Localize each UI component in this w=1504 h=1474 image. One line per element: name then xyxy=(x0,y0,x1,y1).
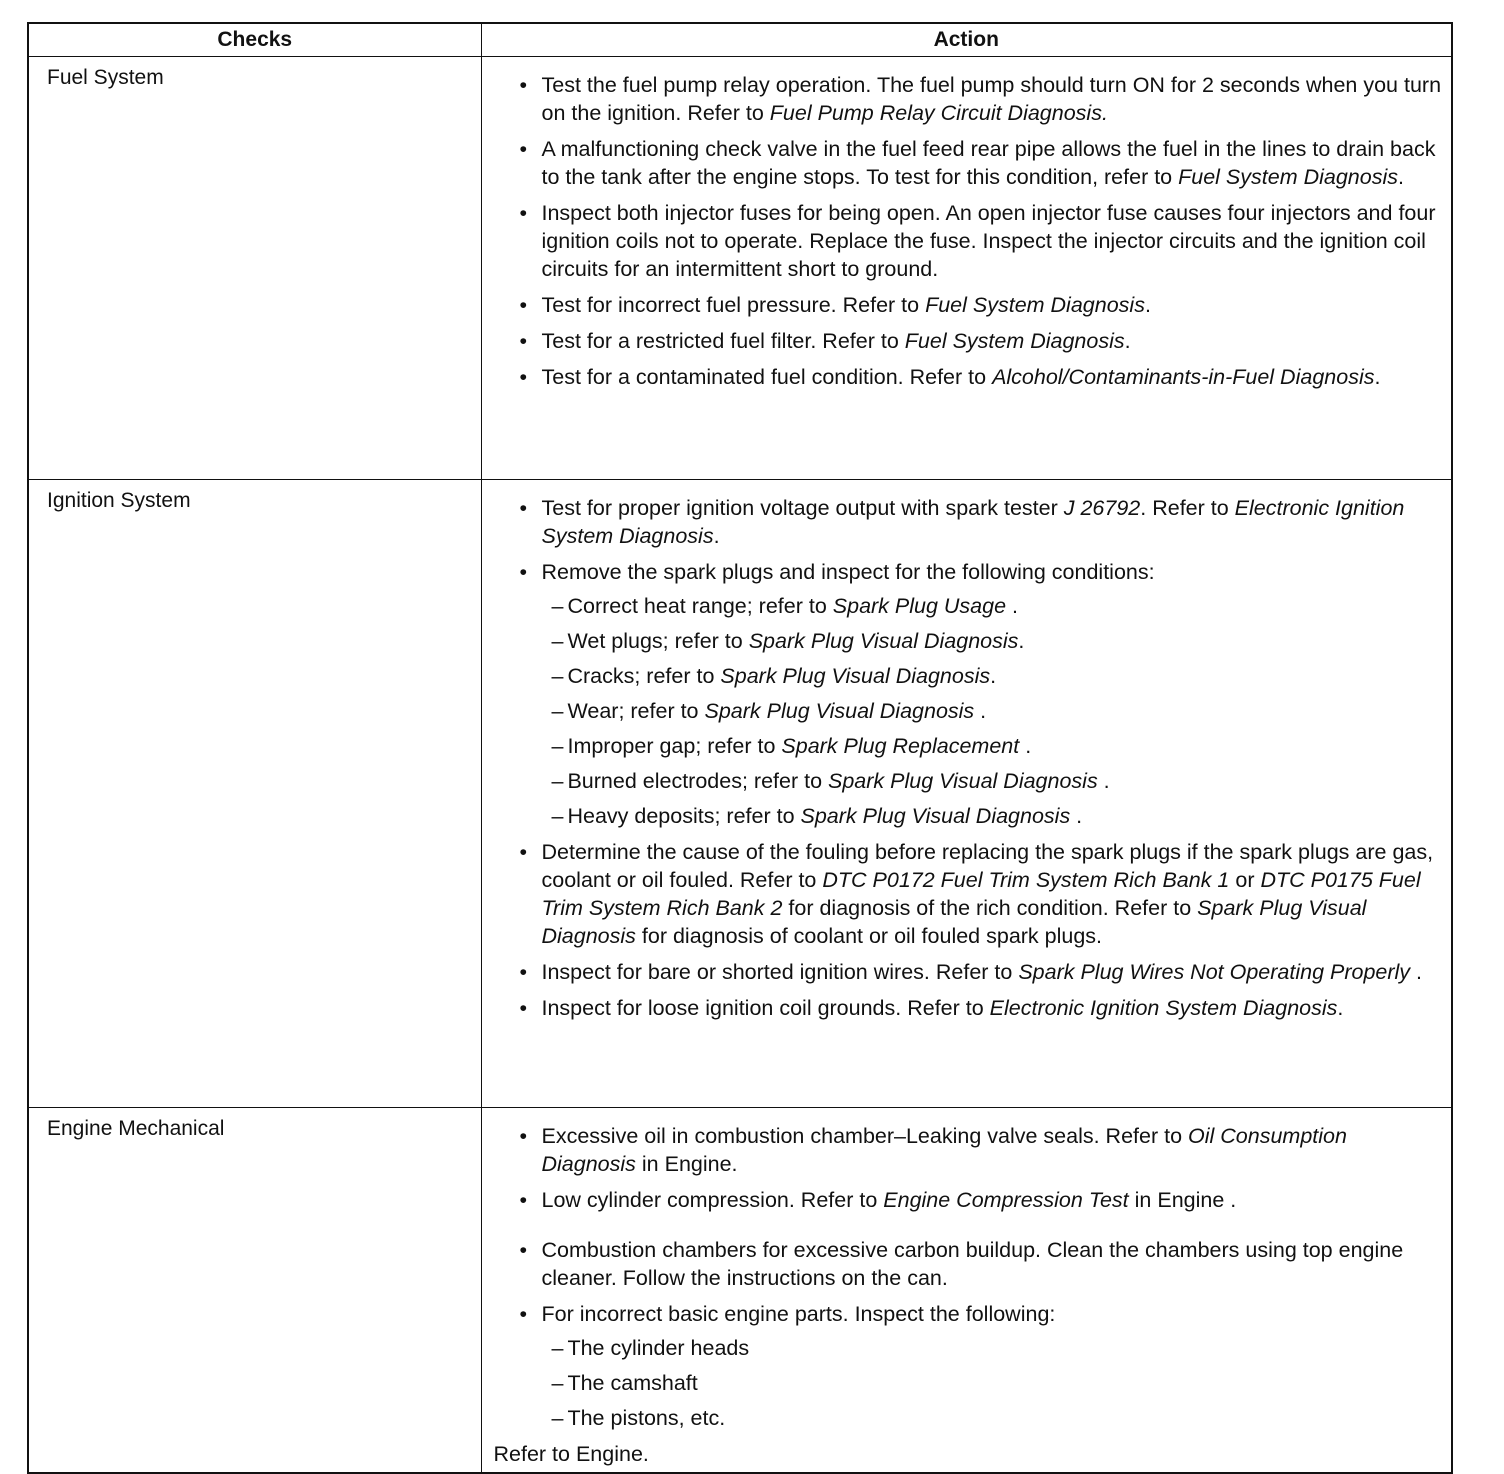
list-item xyxy=(490,994,1444,1022)
dash-marker: – xyxy=(551,594,564,618)
reference-link-text: Spark Plug Usage xyxy=(832,594,1007,618)
text-run: Excessive oil in combustion chamber–Leaking valve seals. Refer to xyxy=(541,1124,1189,1148)
action-column-header: Action xyxy=(481,23,1452,57)
text-run: in Engine. xyxy=(635,1152,738,1176)
list-item xyxy=(490,1236,1444,1292)
reference-link-text: Fuel System Diagnosis xyxy=(1178,165,1398,189)
dash-marker: – xyxy=(551,769,564,793)
action-cell-engine-mechanical xyxy=(481,1108,1452,1474)
text-run: . xyxy=(1124,329,1131,353)
sub-list-item xyxy=(542,662,1444,690)
reference-link-text: Electronic Ignition System Diagnosis xyxy=(541,496,1405,548)
reference-link-text: Spark Plug Visual Diagnosis xyxy=(720,664,991,688)
dash-marker: – xyxy=(551,1336,564,1360)
reference-link-text: Spark Plug Visual Diagnosis xyxy=(800,804,1071,828)
list-item xyxy=(490,71,1444,127)
reference-link-text: Alcohol/Contaminants-in-Fuel Diagnosis xyxy=(992,365,1375,389)
text-run: Combustion chambers for excessive carbon buildup. Clean the chambers using top engine cleaner. Follow the instructions on the can. xyxy=(541,1238,1404,1290)
checks-column-header: Checks xyxy=(28,23,481,57)
list-item xyxy=(490,958,1444,986)
list-item xyxy=(490,1300,1444,1432)
text-run: Test for proper ignition voltage output with spark tester xyxy=(541,496,1064,520)
text-run: . xyxy=(1018,629,1025,653)
sub-list xyxy=(542,592,1444,830)
reference-link-text: Spark Plug Visual Diagnosis xyxy=(541,896,1367,948)
sub-list-item xyxy=(542,1404,1444,1432)
reference-link-text: Fuel Pump Relay Circuit Diagnosis. xyxy=(769,101,1108,125)
text-run: Wet plugs; refer to xyxy=(567,629,749,653)
table-row xyxy=(28,480,1452,1108)
text-run: Inspect for bare or shorted ignition wires. Refer to xyxy=(541,960,1019,984)
text-run: for diagnosis of the rich condition. Refer to xyxy=(782,896,1198,920)
dash-marker: – xyxy=(551,664,564,688)
text-run: . xyxy=(990,664,997,688)
text-run: Remove the spark plugs and inspect for the following conditions: xyxy=(541,560,1155,584)
reference-link-text: DTC P0175 Fuel Trim System Rich Bank 2 xyxy=(541,868,1421,920)
list-item xyxy=(490,363,1444,391)
dash-marker: – xyxy=(551,804,564,828)
text-run: . xyxy=(713,524,720,548)
text-run: Test for incorrect fuel pressure. Refer to xyxy=(541,293,926,317)
text-run: . xyxy=(1374,365,1381,389)
text-run: . xyxy=(974,699,987,723)
closing-note: Refer to Engine. xyxy=(493,1442,649,1466)
text-run: Determine the cause of the fouling before replacing the spark plugs if the spark plugs are gas, coolant or oil fouled. Refer to xyxy=(541,840,1434,892)
table-row xyxy=(28,57,1452,480)
list-item xyxy=(490,291,1444,319)
reference-link-text: Electronic Ignition System Diagnosis xyxy=(989,996,1338,1020)
text-run: Low cylinder compression. Refer to xyxy=(541,1188,884,1212)
check-cell-engine-mechanical: Engine Mechanical xyxy=(28,1108,481,1474)
text-run: . xyxy=(1070,804,1083,828)
text-run: Cracks; refer to xyxy=(567,664,721,688)
text-run: Inspect for loose ignition coil grounds. Refer to xyxy=(541,996,990,1020)
reference-link-text: Spark Plug Visual Diagnosis xyxy=(828,769,1098,793)
check-cell-ignition-system: Ignition System xyxy=(28,480,481,1108)
text-run: The pistons, etc. xyxy=(567,1406,726,1430)
text-run: A malfunctioning check valve in the fuel feed rear pipe allows the fuel in the lines to drain back to the tank after the engine stops. To test for this condition, refer to xyxy=(541,137,1436,189)
reference-link-text: Spark Plug Wires Not Operating Properly xyxy=(1018,960,1411,984)
sub-list-item xyxy=(542,1369,1444,1397)
reference-link-text: Fuel System Diagnosis xyxy=(904,329,1125,353)
sub-list-item xyxy=(542,767,1444,795)
reference-link-text: Engine Compression Test xyxy=(883,1188,1129,1212)
dash-marker: – xyxy=(551,1406,564,1430)
text-run: or xyxy=(1229,868,1261,892)
text-run: . xyxy=(1410,960,1423,984)
action-cell-ignition-system xyxy=(481,480,1452,1108)
text-run: . Refer to xyxy=(1140,496,1235,520)
list-item xyxy=(490,558,1444,830)
text-run: The cylinder heads xyxy=(567,1336,750,1360)
reference-link-text: Spark Plug Visual Diagnosis xyxy=(704,699,975,723)
text-run: . xyxy=(1006,594,1019,618)
dash-marker: – xyxy=(551,1371,564,1395)
list-item xyxy=(490,199,1444,283)
text-run: The camshaft xyxy=(567,1371,698,1395)
text-run: . xyxy=(1019,734,1032,758)
action-cell-fuel-system xyxy=(481,57,1452,480)
sub-list xyxy=(542,1334,1444,1432)
text-run: in Engine . xyxy=(1128,1188,1237,1212)
text-run: . xyxy=(1398,165,1404,189)
text-run: . xyxy=(1097,769,1110,793)
list-item xyxy=(490,494,1444,550)
reference-link-text: DTC P0172 Fuel Trim System Rich Bank 1 xyxy=(822,868,1230,892)
reference-link-text: Oil Consumption Diagnosis xyxy=(541,1124,1347,1176)
text-run: for diagnosis of coolant or oil fouled spark plugs. xyxy=(635,924,1103,948)
text-run: . xyxy=(1337,996,1344,1020)
dash-marker: – xyxy=(551,629,564,653)
text-run: Correct heat range; refer to xyxy=(567,594,833,618)
table-header-row xyxy=(28,23,1452,57)
list-item xyxy=(490,135,1444,191)
sub-list-item xyxy=(542,627,1444,655)
list-item xyxy=(490,1186,1444,1214)
text-run: Inspect both injector fuses for being open. An open injector fuse causes four injectors and four ignition coils not to operate. Replace the fuse. Inspect the injector circuits and the ignition coil circuits for an intermittent short to ground. xyxy=(541,201,1436,281)
text-run: Burned electrodes; refer to xyxy=(567,769,828,793)
sub-list-item xyxy=(542,592,1444,620)
sub-list-item xyxy=(542,802,1444,830)
reference-link-text: Spark Plug Visual Diagnosis xyxy=(748,629,1019,653)
list-item xyxy=(490,327,1444,355)
sub-list-item xyxy=(542,1334,1444,1362)
reference-link-text: J 26792 xyxy=(1063,496,1141,520)
sub-list-item xyxy=(542,697,1444,725)
dash-marker: – xyxy=(551,734,564,758)
text-run: Heavy deposits; refer to xyxy=(567,804,801,828)
text-run: Wear; refer to xyxy=(567,699,705,723)
check-cell-fuel-system: Fuel System xyxy=(28,57,481,480)
reference-link-text: Fuel System Diagnosis xyxy=(925,293,1145,317)
bullet-list xyxy=(490,71,1444,391)
text-run: Improper gap; refer to xyxy=(567,734,782,758)
text-run: . xyxy=(1144,293,1151,317)
bullet-list xyxy=(490,494,1444,1022)
text-run: For incorrect basic engine parts. Inspect the following: xyxy=(541,1302,1056,1326)
table-row xyxy=(28,1108,1452,1474)
list-item xyxy=(490,838,1444,950)
reference-link-text: Spark Plug Replacement xyxy=(781,734,1020,758)
checks-action-table xyxy=(27,22,1453,1474)
text-run: Test for a restricted fuel filter. Refer to xyxy=(541,329,905,353)
sub-list-item xyxy=(542,732,1444,760)
bullet-list xyxy=(490,1122,1444,1432)
text-run: Test for a contaminated fuel condition. Refer to xyxy=(541,365,993,389)
list-item xyxy=(490,1122,1444,1178)
dash-marker: – xyxy=(551,699,564,723)
text-run: Test the fuel pump relay operation. The fuel pump should turn ON for 2 seconds when you turn on the ignition. Refer to xyxy=(541,73,1442,125)
